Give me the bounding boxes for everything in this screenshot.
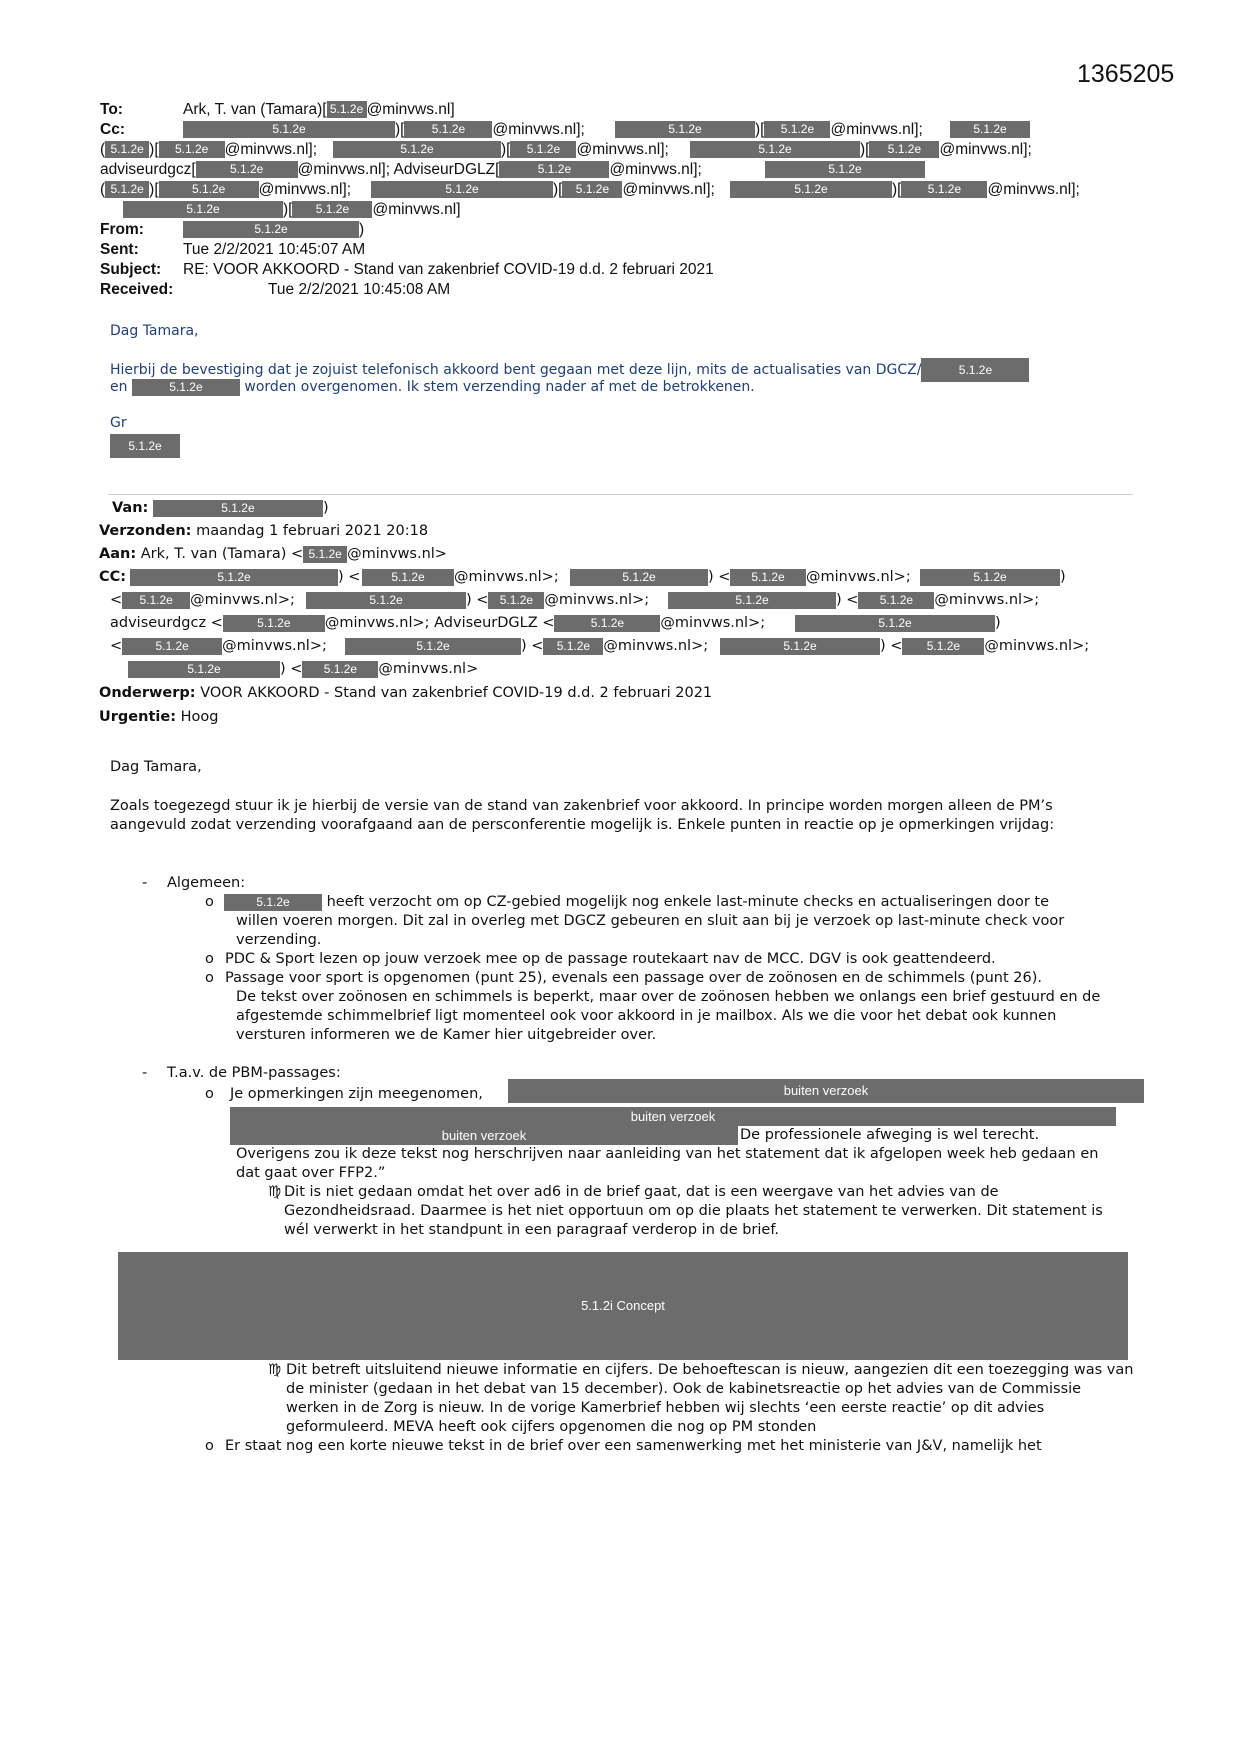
domain: @minvws.nl> [347, 546, 447, 562]
domain: @minvws.nl>; [806, 569, 911, 585]
sep: )[ [860, 141, 870, 158]
aan-label: Aan: [99, 546, 137, 562]
adviseurdglz: @minvws.nl]; AdviseurDGLZ[ [297, 161, 500, 178]
redaction: 5.1.2e [132, 379, 240, 396]
redaction: 5.1.2e [123, 201, 283, 218]
virgo-icon: ♍ [268, 1184, 281, 1200]
sep: ) < [880, 638, 903, 654]
redaction: 5.1.2e [128, 661, 280, 678]
paren: ) [359, 221, 365, 238]
redaction: 5.1.2e [795, 615, 995, 632]
redaction: 5.1.2e [950, 121, 1030, 138]
redaction-buiten-verzoek: buiten verzoek [508, 1079, 1144, 1103]
redaction: 5.1.2e [303, 546, 347, 563]
greeting-2: Dag Tamara, [110, 759, 202, 775]
cc-line-2c [690, 140, 1032, 160]
redaction: 5.1.2e [223, 615, 325, 632]
cc-line-4b [371, 180, 715, 200]
redaction: 5.1.2e [901, 181, 987, 198]
redaction: 5.1.2e [371, 181, 553, 198]
sent-label: Sent: [100, 241, 139, 258]
verzonden-value: maandag 1 februari 2021 20:18 [196, 523, 429, 539]
cc-line-2b [333, 140, 669, 160]
to-label: To: [100, 101, 123, 118]
redaction: 5.1.2e [183, 221, 359, 238]
verzonden-label: Verzonden: [99, 523, 192, 539]
redaction: 5.1.2e [105, 141, 149, 158]
redaction: 5.1.2e [543, 638, 603, 655]
sep: )[ [553, 181, 563, 198]
to-line [183, 100, 455, 120]
adviseurdglz: @minvws.nl>; AdviseurDGLZ < [324, 615, 555, 631]
adviseurdgcz: adviseurdgcz[ [100, 161, 196, 178]
redaction: 5.1.2e [668, 592, 836, 609]
cc2-line-3a [110, 612, 765, 635]
cc-line-1 [183, 120, 585, 140]
sep: ) < [708, 569, 731, 585]
text: Hierbij de bevestiging dat je zojuist telefonisch akkoord bent gegaan met deze lijn, mits de actualisaties van DGCZ/ [110, 362, 922, 378]
redaction: 5.1.2e [902, 638, 984, 655]
item-a2: PDC & Sport lezen op jouw verzoek mee op de passage routekaart nav de MCC. DGV is ook geattendeerd. [225, 951, 996, 967]
bullet: o [205, 951, 214, 967]
virgo-icon: ♍ [268, 1362, 281, 1378]
redaction: 5.1.2e [730, 569, 806, 586]
domain: @minvws.nl]; [258, 181, 352, 198]
cc2-line-1c [570, 566, 730, 589]
separator-line [108, 494, 1133, 495]
redaction: 5.1.2e [110, 434, 180, 458]
sep: )[ [892, 181, 902, 198]
sign-1: Gr [110, 415, 127, 431]
cc2-line-5 [128, 658, 478, 681]
cc2-line-4c [720, 635, 1089, 658]
redaction: 5.1.2e [499, 161, 609, 178]
item-b1-tail: De professionele afweging is wel terecht. [740, 1127, 1040, 1143]
cc2-line-1e [920, 566, 1066, 589]
sent-value: Tue 2/2/2021 10:45:07 AM [183, 241, 366, 258]
redaction: 5.1.2e [183, 121, 395, 138]
redaction: 5.1.2e [404, 121, 492, 138]
van-line [112, 497, 329, 520]
cc2-label: CC: [99, 569, 127, 585]
paren: ) [1060, 569, 1066, 585]
item-b-last: Er staat nog een korte nieuwe tekst in de brief over een samenwerking met het ministerie van J&V, namelijk het [225, 1438, 1042, 1454]
redaction: 5.1.2e [765, 161, 925, 178]
response-2: Dit betreft uitsluitend nieuwe informatie en cijfers. De behoeftescan is nieuw, aangezien dit een toezegging was van de minister (gedaan in het debat van 15 december). Ook de kabinetsreactie op het advies van de Commissie werken in de Zorg is nieuw. In de vorige Kamerbrief hebben wij slechts ‘een eerste reactie’ op dit advies geformuleerd. MEVA heeft ook cijfers opgenomen die nog op PM stonden [286, 1362, 1134, 1435]
redaction: 5.1.2e [570, 569, 708, 586]
adviseurdgcz: adviseurdgcz < [110, 615, 223, 631]
sep: ) < [521, 638, 544, 654]
cc-line-4c [730, 180, 1080, 200]
item-b1-pre: Je opmerkingen zijn meegenomen, [230, 1086, 483, 1102]
greeting-1: Dag Tamara, [110, 323, 199, 339]
bullet: o [205, 1438, 214, 1454]
item-a1 [224, 893, 1049, 912]
domain: @minvws.nl>; [984, 638, 1090, 654]
cc2-line-2a [110, 589, 295, 612]
document-number: 1365205 [1077, 60, 1175, 88]
text: en [110, 379, 128, 395]
redaction: 5.1.2e [159, 181, 259, 198]
van-label: Van: [112, 500, 149, 516]
cc2-line-3b [795, 612, 1001, 635]
redaction: 5.1.2e [327, 101, 367, 118]
bullet: o [205, 894, 214, 910]
redaction: 5.1.2e [488, 592, 544, 609]
redaction: 5.1.2e [615, 121, 755, 138]
redaction: 5.1.2e [122, 592, 190, 609]
redaction: 5.1.2e [224, 894, 322, 911]
paren: ) [322, 500, 329, 516]
cc2-line-2b [306, 589, 649, 612]
onderwerp-line [99, 682, 712, 705]
cc2-line-4a [110, 635, 327, 658]
domain: @minvws.nl>; [454, 569, 559, 585]
cc2-line-2c [668, 589, 1039, 612]
subject-label: Subject: [100, 261, 162, 278]
redaction: 5.1.2e [720, 638, 880, 655]
cc-line-2: ( 5.1.2e )[ 5.1.2e @minvws.nl]; [100, 141, 318, 158]
heading-algemeen: Algemeen: [167, 875, 246, 891]
redaction: 5.1.2e [196, 161, 298, 178]
cc2-line-1b [362, 566, 559, 589]
redaction: 5.1.2e [333, 141, 501, 158]
item-a3: Passage voor sport is opgenomen (punt 25), evenals een passage over de zoönosen en de schimmels (punt 26). [225, 970, 1042, 986]
domain: @minvws.nl]; [939, 141, 1032, 158]
domain: @minvws.nl]; [830, 121, 923, 138]
urgentie-label: Urgentie: [99, 709, 176, 725]
sep: ) < [338, 569, 361, 585]
redaction: 5.1.2e [292, 201, 372, 218]
cc2-line-1a [130, 566, 360, 589]
domain: @minvws.nl]; [987, 181, 1080, 198]
urgentie-value: Hoog [180, 709, 219, 725]
domain: @minvws.nl>; [222, 638, 327, 654]
redaction: 5.1.2e [122, 638, 222, 655]
lt: < [110, 592, 123, 608]
domain: @minvws.nl>; [934, 592, 1040, 608]
domain: @minvws.nl] [372, 201, 461, 218]
paragraph-1: Zoals toegezegd stuur ik je hierbij de versie van de stand van zakenbrief voor akkoord. In principe worden morgen alleen de PM’s aangevuld zodat verzending voorafgaand aan de persconferentie mogelijk is. Enkele punten in reactie op je opmerkingen vrijdag: [110, 798, 1055, 833]
redaction: 5.1.2e [764, 121, 830, 138]
text: heeft verzocht om op CZ-gebied mogelijk nog enkele last-minute checks en actualiseringen door te [326, 894, 1050, 910]
text: worden overgenomen. Ik stem verzending nader af met de betrokkenen. [244, 379, 755, 395]
redaction-concept-block: 5.1.2i Concept [118, 1252, 1128, 1360]
aan-value: Ark, T. van (Tamara) < [140, 546, 304, 562]
sep: ) < [466, 592, 489, 608]
onderwerp-label: Onderwerp: [99, 685, 196, 701]
domain: @minvws.nl]; [622, 181, 715, 198]
cc-label: Cc: [100, 121, 125, 138]
redaction-buiten-verzoek: buiten verzoek [230, 1126, 738, 1145]
redaction: 5.1.2e [130, 569, 338, 586]
sep: )[ [501, 141, 511, 158]
domain: @minvws.nl>; [190, 592, 295, 608]
urgentie-line [99, 706, 218, 729]
to-name: Ark, T. van (Tamara)[ [183, 101, 327, 118]
domain: @minvws.nl]; [224, 141, 318, 158]
cc-line-5 [123, 200, 461, 220]
cc-line-1b [615, 120, 923, 140]
cc2-line-4b [345, 635, 708, 658]
item-a3-cont: De tekst over zoönosen en schimmels is beperkt, maar over de zoönosen hebben we onlangs een brief gestuurd en de afgestemde schimmelbrief ligt momenteel ook voor akkoord in je mailbox. Als we die voor het debat ook kunnen versturen informeren we de Kamer hier uitgebreider over. [236, 989, 1101, 1043]
aan-line [99, 543, 447, 566]
heading-pbm: T.a.v. de PBM-passages: [167, 1065, 341, 1081]
domain: @minvws.nl>; [544, 592, 650, 608]
redaction: 5.1.2e [302, 661, 378, 678]
subject-value: RE: VOOR AKKOORD - Stand van zakenbrief COVID-19 d.d. 2 februari 2021 [183, 261, 714, 278]
response-1: Dit is niet gedaan omdat het over ad6 in de brief gaat, dat is een weergave van het advies van de Gezondheidsraad. Daarmee is het niet opportuun om op die plaats het statement te verwerken. Dit statement is wél verwerkt in het standpunt in een paragraaf verderop in de brief. [284, 1184, 1103, 1238]
redaction: 5.1.2e [105, 181, 149, 198]
sep: )[ [283, 201, 293, 218]
redaction: 5.1.2e [921, 358, 1029, 382]
cc-line-3b [765, 160, 925, 180]
redaction: 5.1.2e [562, 181, 622, 198]
domain: @minvws.nl> [378, 661, 479, 677]
domain: @minvws.nl>; [603, 638, 709, 654]
dash-algemeen: - [142, 875, 148, 891]
redaction: 5.1.2e [554, 615, 660, 632]
bullet: o [205, 970, 214, 986]
cc-line-4: ( 5.1.2e )[ 5.1.2e @minvws.nl]; [100, 181, 352, 198]
domain: @minvws.nl]; [576, 141, 669, 158]
item-a1-cont: willen voeren morgen. Dit zal in overleg met DGCZ gebeuren en sluit aan bij je verzoek op last-minute check voor verzending. [236, 913, 1065, 948]
redaction: 5.1.2e [920, 569, 1060, 586]
redaction: 5.1.2e [362, 569, 454, 586]
redaction: 5.1.2e [306, 592, 466, 609]
cc-line-3 [100, 160, 702, 180]
domain: @minvws.nl>; [660, 615, 766, 631]
redaction: 5.1.2e [858, 592, 934, 609]
redaction: 5.1.2e [730, 181, 892, 198]
redaction: 5.1.2e [159, 141, 225, 158]
sep: )[ [149, 141, 159, 158]
redaction: 5.1.2e [345, 638, 521, 655]
received-value: Tue 2/2/2021 10:45:08 AM [268, 281, 451, 298]
sep: )[ [395, 121, 405, 138]
cc2-line-1d [730, 566, 911, 589]
paren: ) [995, 615, 1001, 631]
to-domain: @minvws.nl] [366, 101, 455, 118]
onderwerp-value: VOOR AKKOORD - Stand van zakenbrief COVID-19 d.d. 2 februari 2021 [200, 685, 713, 701]
from-label: From: [100, 221, 144, 238]
lt: < [110, 638, 123, 654]
dash-pbm: - [142, 1065, 148, 1081]
redaction-buiten-verzoek: buiten verzoek [230, 1107, 1116, 1126]
domain: @minvws.nl]; [492, 121, 585, 138]
redaction: 5.1.2e [153, 500, 323, 517]
bullet: o [205, 1086, 214, 1102]
redaction: 5.1.2e [510, 141, 576, 158]
sep: ) < [280, 661, 303, 677]
sep: )[ [149, 181, 159, 198]
received-label: Received: [100, 281, 174, 298]
from-line [183, 220, 364, 240]
sep: ) < [836, 592, 859, 608]
redaction: 5.1.2e [690, 141, 860, 158]
domain: @minvws.nl]; [609, 161, 702, 178]
sign-name [110, 434, 180, 458]
cc-line-1c [950, 120, 1030, 140]
m1-line-2 [110, 378, 755, 396]
redaction: 5.1.2e [869, 141, 939, 158]
sep: )[ [755, 121, 765, 138]
item-b1-cont: Overigens zou ik deze tekst nog herschrijven naar aanleiding van het statement dat ik afgelopen week heb gedaan en dat gaat over FFP2.” [236, 1146, 1099, 1181]
verzonden-line [99, 520, 428, 543]
